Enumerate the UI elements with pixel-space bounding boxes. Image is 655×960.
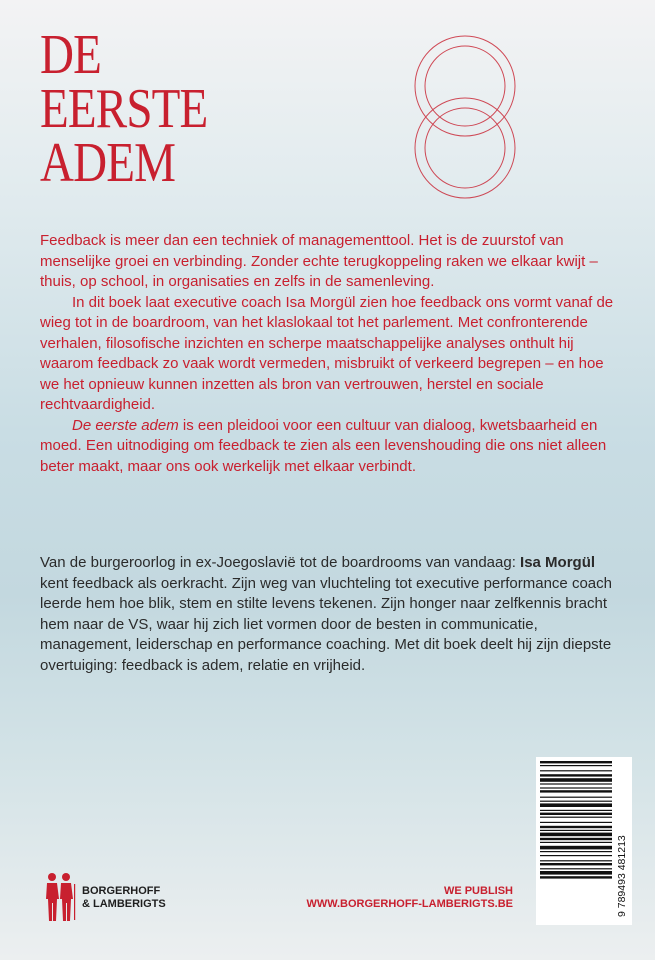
blurb-paragraph-3 (40, 416, 625, 478)
blurb-paragraph-2: In dit boek laat executive coach Isa Morgül zien hoe feedback ons vormt vanaf de wieg tot in de boardroom, van het klaslokaal tot het parlement. Met confronterende verhalen, filosofische inzichten en scherpe maatschappelijke analyses onthult hij waarom feedback zo vaak wordt vermeden, misbruikt of verkeerd begrepen – en hoe we het opnieuw kunnen inzetten als bron van vertrouwen, herstel en sociale rechtvaardigheid. (40, 293, 614, 413)
two-figures-logo-icon (44, 872, 76, 924)
isbn-barcode (536, 757, 632, 925)
publisher-url[interactable]: WWW.BORGERHOFF-LAMBERIGTS.BE (306, 898, 513, 910)
blurb-intro: Feedback is meer dan een techniek of managementtool. Het is de zuurstof van menselijke groei en verbinding. Zonder echte terugkoppeling raken we elkaar kwijt – thuis, op school, in organisaties en zelfs in de samenleving. (40, 232, 598, 290)
title-line-3: ADEM (40, 132, 176, 194)
author-bio-text: kent feedback als oerkracht. Zijn weg van vluchteling tot executive performance coach leerde hem hoe blik, stem en stilte levens tekenen. Zijn honger naar zelfkennis bracht hem naar de VS, waar hij zich liet vormen door de besten in communicatie, management, leiderschap en performance coaching. Met dit boek deelt hij zijn diepste overtuiging: feedback is adem, relatie en vrijheid. (40, 574, 612, 674)
author-name: Isa Morgül (520, 554, 596, 571)
publisher-name-line-2: & LAMBERIGTS (82, 898, 166, 910)
author-bio-intro: Van de burgeroorlog in ex-Joegoslavië tot de boardrooms van vandaag: (40, 554, 521, 571)
isbn-digits: 9 789493 481213 (616, 835, 628, 917)
blurb (40, 231, 625, 477)
publisher-tagline: WE PUBLISH (443, 885, 513, 897)
book-title (40, 24, 208, 194)
title-line-2: EERSTE (40, 78, 208, 140)
publisher-name (82, 885, 166, 911)
author-bio (40, 553, 625, 676)
interlocking-circles-icon (390, 34, 540, 204)
publisher-website (306, 885, 513, 911)
title-line-1: DE (40, 24, 102, 86)
book-title-inline: De eerste adem (72, 416, 179, 434)
publisher-name-line-1: BORGERHOFF (82, 885, 161, 897)
blurb-paragraph-3-text: is een pleidooi voor een cultuur van dialoog, kwetsbaarheid en moed. Een uitnodiging om feedback te zien als een levenshouding die ons niet alleen beter maakt, maar ons ook werkelijk met elkaar verbindt. (40, 416, 607, 475)
barcode-bars-icon (536, 757, 632, 925)
